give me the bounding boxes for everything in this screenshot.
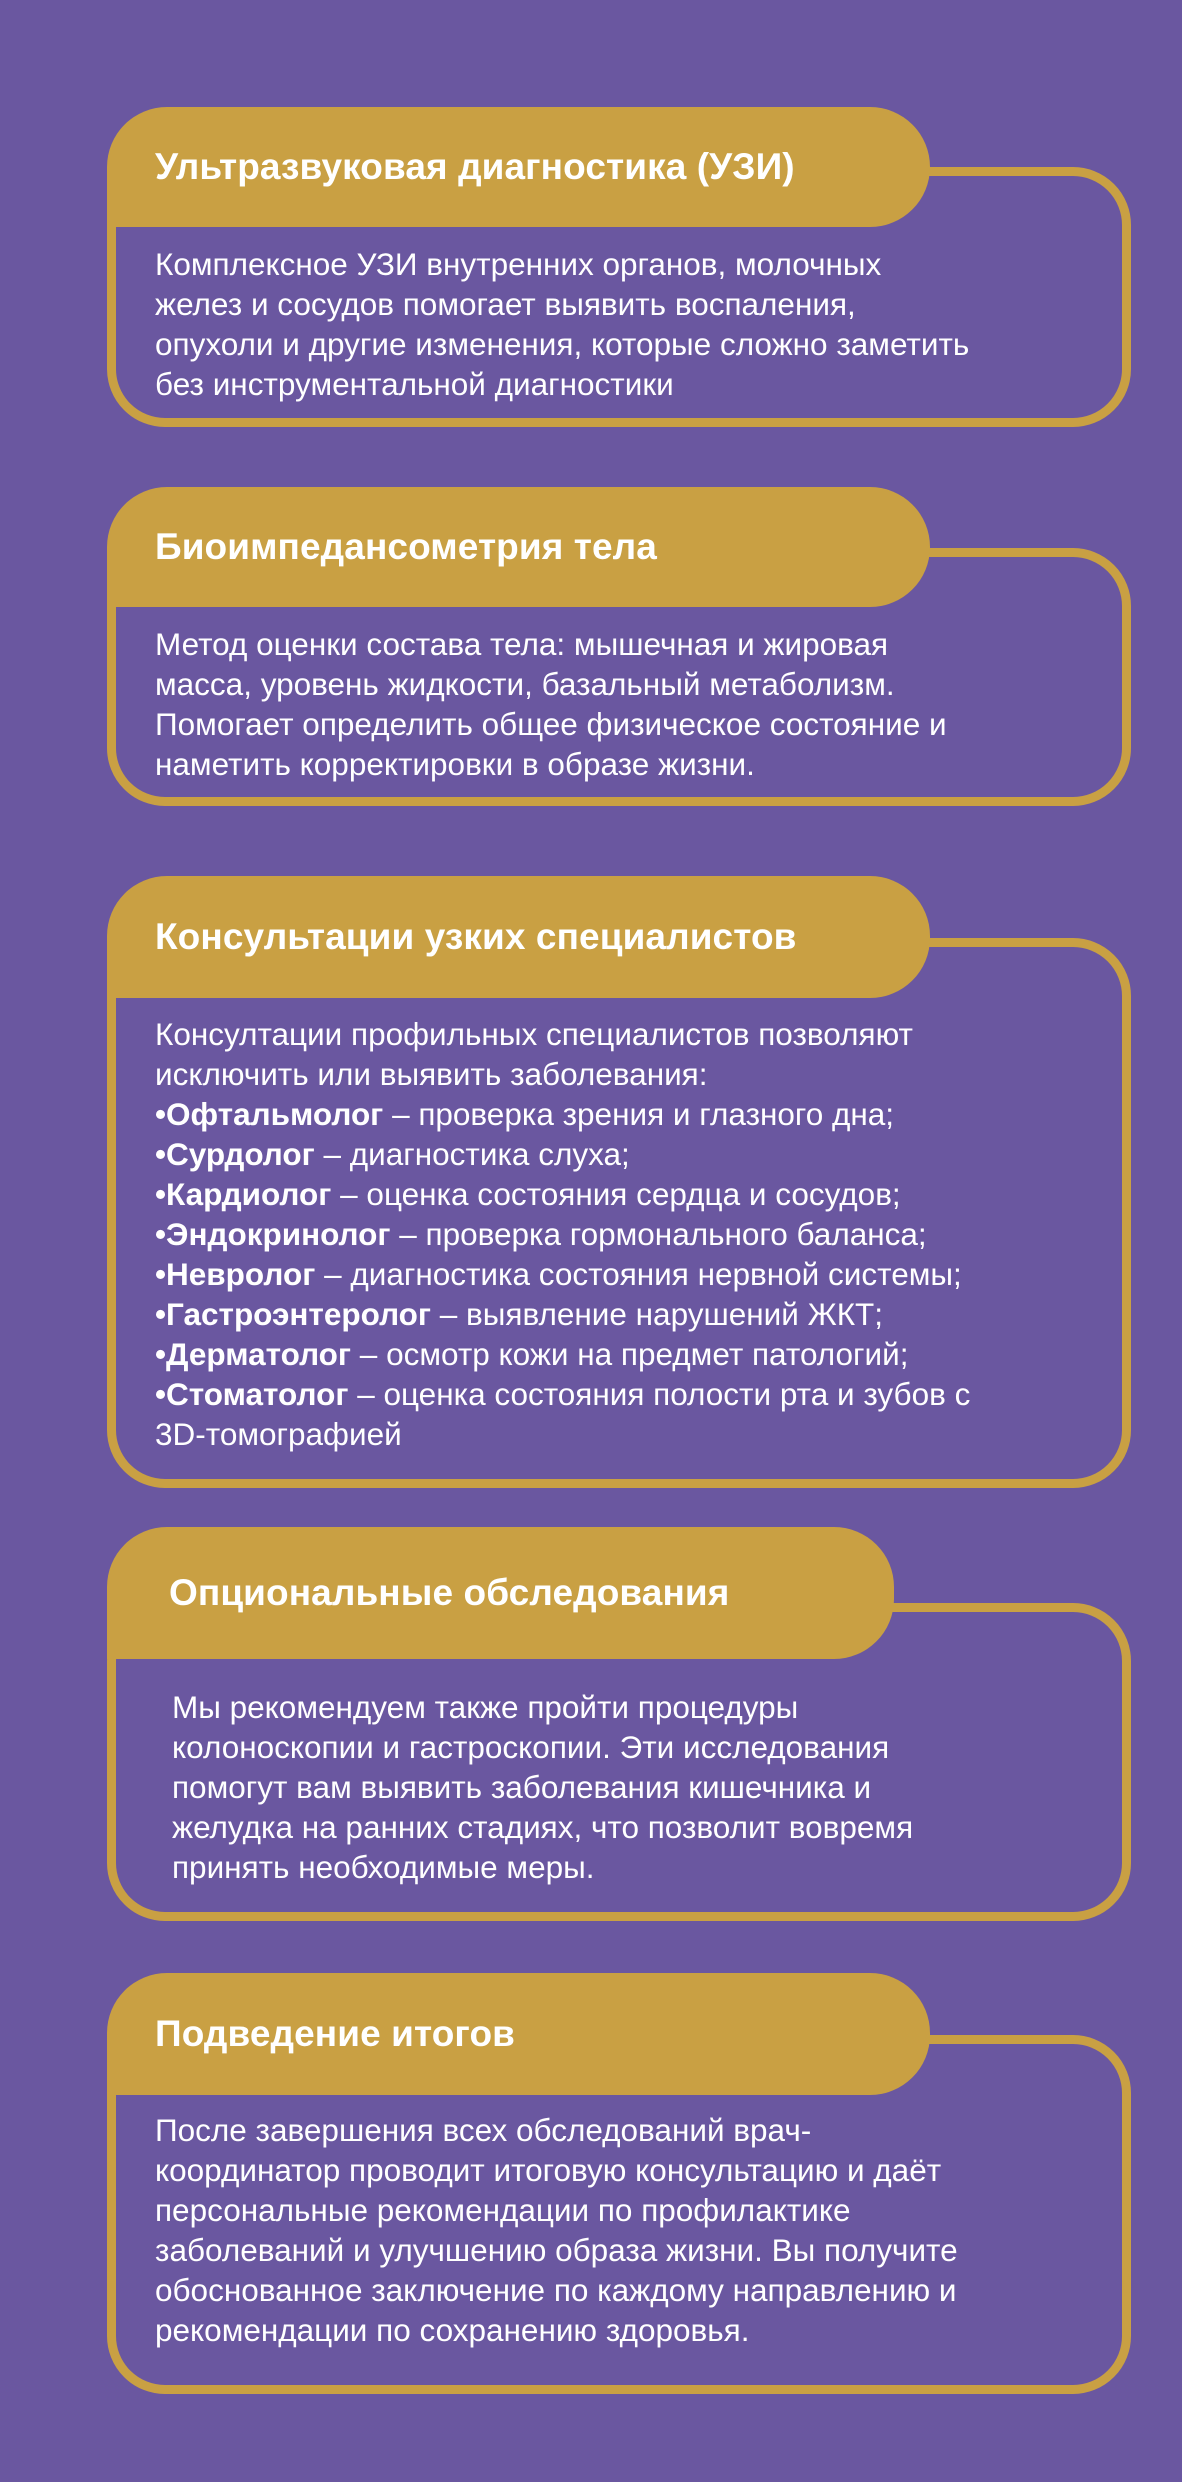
- section-title: Подведение итогов: [155, 2013, 515, 2054]
- body-line: желудка на ранних стадиях, что позволит вовремя: [172, 1809, 914, 1845]
- section-title-tab: [107, 1973, 930, 2095]
- body-line: После завершения всех обследований врач-: [155, 2112, 812, 2148]
- body-line: Метод оценки состава тела: мышечная и жировая: [155, 626, 889, 662]
- specialist-name: Стоматолог: [166, 1376, 349, 1412]
- specialist-desc: – проверка гормонального баланса;: [390, 1216, 927, 1252]
- specialist-name: Гастроэнтеролог: [166, 1296, 432, 1332]
- specialist-name: Кардиолог: [166, 1176, 332, 1212]
- list-item: [155, 1294, 970, 1334]
- bullet: •: [155, 1096, 167, 1132]
- list-item: [155, 1254, 970, 1294]
- specialist-desc: – диагностика состояния нервной системы;: [315, 1256, 962, 1292]
- section-body: [172, 1687, 913, 1887]
- bullet: •: [155, 1216, 167, 1252]
- body-line: 3D-томографией: [155, 1416, 402, 1452]
- specialists-list: [155, 1094, 970, 1414]
- specialist-name: Эндокринолог: [166, 1216, 391, 1252]
- list-item: [155, 1374, 970, 1414]
- section-title-tab: [107, 876, 930, 998]
- body-line: принять необходимые меры.: [172, 1849, 595, 1885]
- body-line: Консултации профильных специалистов позволяют: [155, 1016, 913, 1052]
- bullet: •: [155, 1256, 167, 1292]
- specialist-name: Дерматолог: [166, 1336, 352, 1372]
- body-line: помогут вам выявить заболевания кишечника и: [172, 1769, 872, 1805]
- section-body: [155, 244, 969, 404]
- body-line: опухоли и другие изменения, которые сложно заметить: [155, 326, 970, 362]
- list-item: [155, 1094, 970, 1134]
- section-title-tab: [107, 1527, 894, 1659]
- list-item: [155, 1134, 970, 1174]
- bullet: •: [155, 1136, 167, 1172]
- body-line: масса, уровень жидкости, базальный метаболизм.: [155, 666, 895, 702]
- bullet: •: [155, 1336, 167, 1372]
- body-line: Мы рекомендуем также пройти процедуры: [172, 1689, 799, 1725]
- section-body: [155, 1014, 970, 1454]
- bullet: •: [155, 1176, 167, 1212]
- body-line: без инструментальной диагностики: [155, 366, 674, 402]
- specialist-desc: – осмотр кожи на предмет патологий;: [351, 1336, 909, 1372]
- specialist-desc: – проверка зрения и глазного дна;: [383, 1096, 895, 1132]
- specialist-desc: – диагностика слуха;: [314, 1136, 630, 1172]
- section-title-tab: [107, 107, 930, 227]
- list-item: [155, 1214, 970, 1254]
- body-line: наметить корректировки в образе жизни.: [155, 746, 755, 782]
- bullet: •: [155, 1296, 167, 1332]
- section-body: [155, 624, 947, 784]
- section-title: Биоимпедансометрия тела: [155, 526, 657, 567]
- section-title: Консультации узких специалистов: [155, 916, 797, 957]
- body-line: обоснованное заключение по каждому направлению и: [155, 2272, 957, 2308]
- section-title: Опциональные обследования: [169, 1572, 730, 1613]
- body-line: исключить или выявить заболевания:: [155, 1056, 708, 1092]
- body-line: Помогает определить общее физическое состояние и: [155, 706, 947, 742]
- body-line: персональные рекомендации по профилактике: [155, 2192, 851, 2228]
- specialist-name: Невролог: [166, 1256, 316, 1292]
- specialist-desc: – оценка состояния сердца и сосудов;: [331, 1176, 901, 1212]
- specialist-desc: – выявление нарушений ЖКТ;: [431, 1296, 884, 1332]
- body-line: желез и сосудов помогает выявить воспаления,: [155, 286, 856, 322]
- specialist-name: Сурдолог: [166, 1136, 315, 1172]
- specialist-desc: – оценка состояния полости рта и зубов с: [348, 1376, 971, 1412]
- section-title: Ультразвуковая диагностика (УЗИ): [155, 146, 795, 187]
- body-line: рекомендации по сохранению здоровья.: [155, 2312, 750, 2348]
- specialist-name: Офтальмолог: [166, 1096, 384, 1132]
- body-line: координатор проводит итоговую консультацию и даёт: [155, 2152, 942, 2188]
- bullet: •: [155, 1376, 167, 1412]
- section-body: [155, 2110, 958, 2350]
- section-title-tab: [107, 487, 930, 607]
- body-line: Комплексное УЗИ внутренних органов, молочных: [155, 246, 882, 282]
- body-line: заболеваний и улучшению образа жизни. Вы получите: [155, 2232, 958, 2268]
- list-item: [155, 1174, 970, 1214]
- list-item: [155, 1334, 970, 1374]
- body-line: колоноскопии и гастроскопии. Эти исследования: [172, 1729, 890, 1765]
